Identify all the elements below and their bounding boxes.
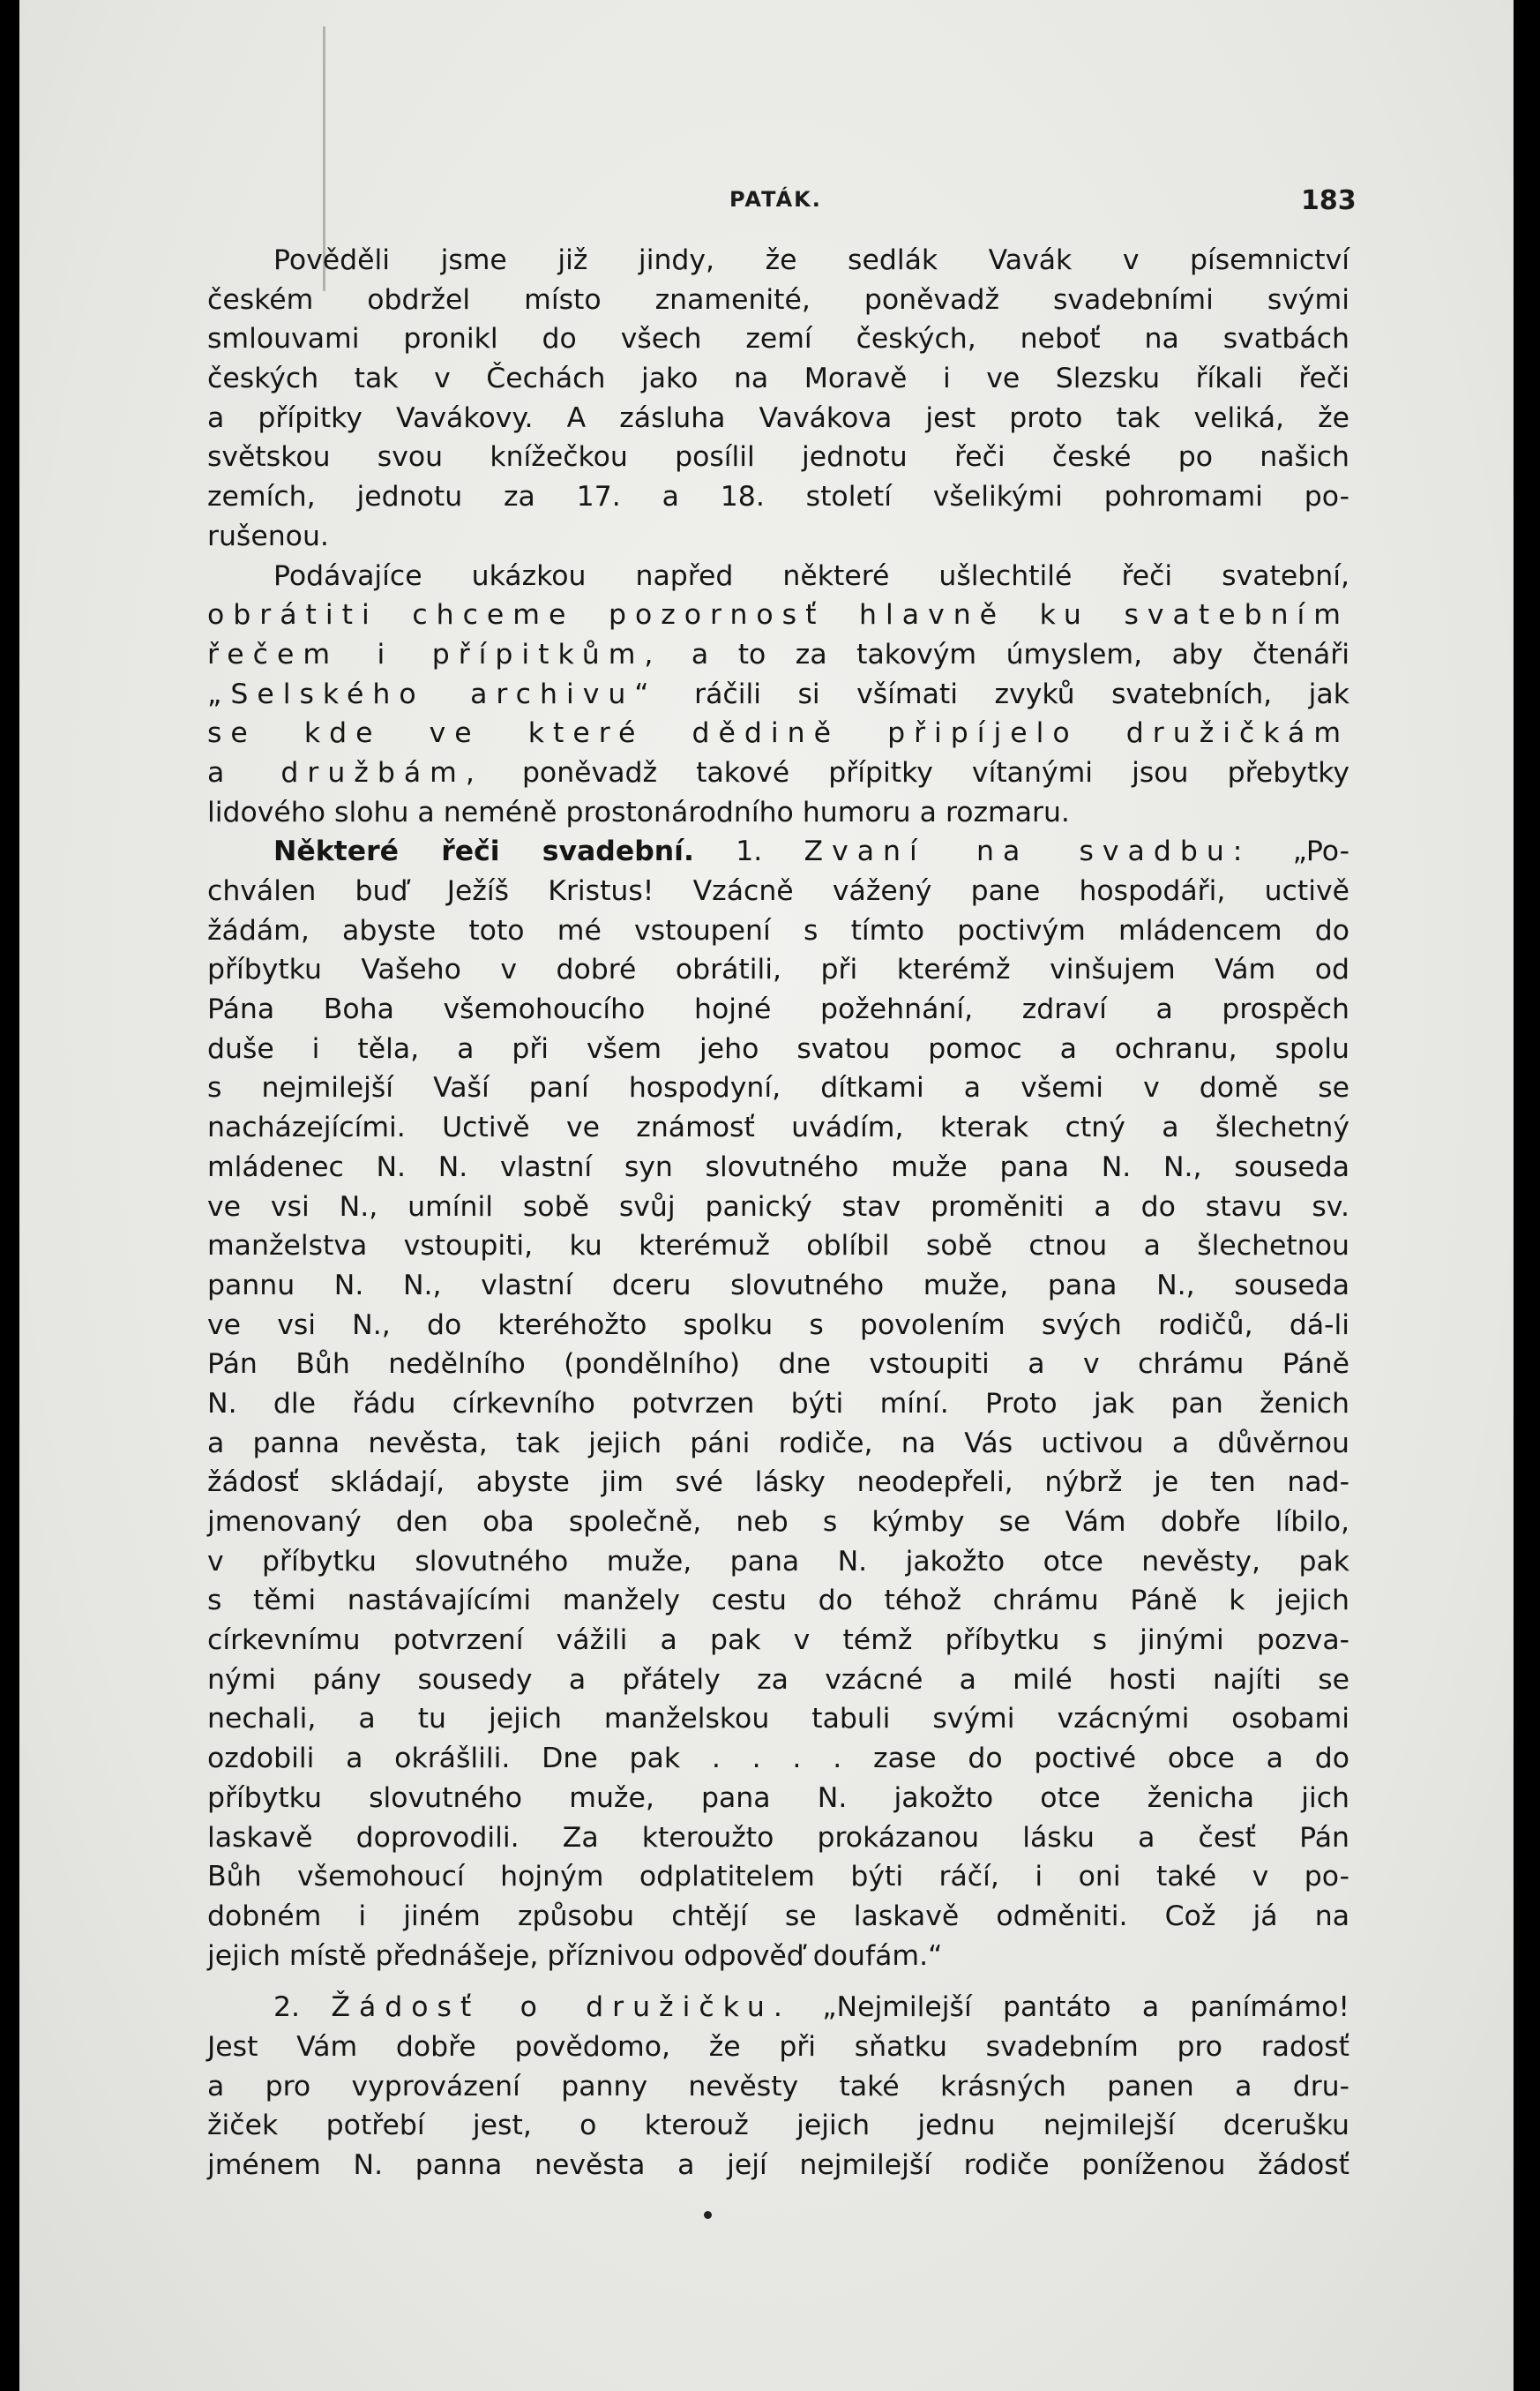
text-line: a přípitky Vavákovy. A zásluha Vavákova jest proto tak veliká, že [207, 401, 1349, 434]
text-line: N. dle řádu církevního potvrzen býti míní. Proto jak pan ženich [207, 1387, 1349, 1420]
section-number: 1. [693, 836, 804, 868]
text-line: lidového slohu a neméně prostonárodního humoru a rozmaru. [207, 796, 1070, 828]
section-heading: Některé řeči svadební. [273, 836, 694, 868]
text-line: jménem N. panna nevěsta a její nejmilejší rodiče poníženou žádosť [207, 2149, 1349, 2181]
text-line: jejich místě přednášeje, příznivou odpověď doufám.“ [207, 1939, 943, 1972]
text-line: ozdobili a okrášlili. Dne pak . . . . zase do poctivé obce a do [207, 1743, 1349, 1775]
text-line: mládenec N. N. vlastní syn slovutného muže pana N. N., souseda [207, 1151, 1349, 1183]
text-line: Pána Boha všemohoucího hojné požehnání, zdraví a prospěch [207, 993, 1349, 1026]
paragraph-gap [207, 1975, 1349, 1988]
text-line: dobném i jiném způsobu chtějí se laskavě odměniti. Což já na [207, 1900, 1349, 1932]
text-line [207, 635, 1349, 675]
section-subheading: Zvaní na svadbu: [804, 836, 1252, 868]
text-line: a panna nevěsta, tak jejich páni rodiče, na Vás uctivou a důvěrnou [207, 1427, 1349, 1459]
text-run: „Po- [1251, 836, 1349, 868]
text-line: českých tak v Čechách jako na Moravě i ve Slezsku říkali řeči [207, 363, 1349, 395]
text-line: laskavě doprovodili. Za kteroužto prokázanou lásku a česť Pán [207, 1821, 1349, 1854]
body-text [207, 241, 1349, 2185]
text-line: žádám, abyste toto mé vstoupení s tímto poctivým mládencem do [207, 914, 1349, 947]
text-line: Jest Vám dobře povědomo, že při sňatku svadebním pro radosť [207, 2030, 1349, 2063]
text-line: Pověděli jsme již jindy, že sedlák Vavák v písemnictví [273, 244, 1349, 276]
text-run: poněvadž takové přípitky vítanými jsou přebytky [482, 756, 1349, 789]
text-line: s nejmilejší Vaší paní hospodyní, dítkami a všemi v domě se [207, 1072, 1349, 1105]
spaced-phrase: „Selského archivu“ [207, 678, 658, 710]
text-line: jmenovaný den oba společně, neb s kýmby se Vám dobře líbilo, [207, 1506, 1349, 1538]
page-number: 183 [1301, 185, 1357, 216]
section-number: 2. [273, 1991, 332, 2024]
text-line: nacházejícími. Uctivě ve známosť uvádím, kterak ctný a šlechetný [207, 1112, 1349, 1144]
spaced-text-line: obrátiti chceme pozornosť hlavně ku svatebním [207, 599, 1349, 632]
text-line: církevnímu potvrzení vážili a pak v témž příbytku s jinými pozva- [207, 1624, 1349, 1657]
text-line: nými pány sousedy a přátely za vzácné a milé hosti najíti se [207, 1663, 1349, 1696]
text-line: žiček potřebí jest, o kterouž jejich jednu nejmilejší dcerušku [207, 2110, 1349, 2142]
text-run: a to za takovým úmyslem, aby čtenáři [662, 638, 1350, 671]
text-line: Podávajíce ukázkou napřed některé ušlechtilé řeči svatební, [273, 559, 1349, 592]
running-head: PATÁK. [729, 187, 822, 212]
text-line [207, 675, 1349, 715]
spaced-phrase: řečem i přípitkům, [207, 638, 662, 671]
text-line [207, 753, 1349, 793]
ink-speck [704, 2211, 712, 2219]
text-line: pannu N. N., vlastní dceru slovutného muže, pana N., souseda [207, 1269, 1349, 1301]
text-line: ve vsi N., umínil sobě svůj panický stav proměniti a do stavu sv. [207, 1190, 1349, 1223]
page-header [19, 187, 1514, 222]
text-line: nechali, a tu jejich manželskou tabuli svými vzácnými osobami [207, 1703, 1349, 1735]
text-line: žádosť skládají, abyste jim své lásky neodepřeli, nýbrž je ten nad- [207, 1466, 1349, 1499]
section-heading-line [207, 832, 1349, 872]
book-page [19, 0, 1514, 2391]
text-line: chválen buď Ježíš Kristus! Vzácně vážený pane hospodáři, uctivě [207, 875, 1349, 907]
text-run: ráčili si všímati zvyků svatebních, jak [657, 678, 1349, 710]
text-line: Bůh všemohoucí hojným odplatitelem býti ráčí, i oni také v po- [207, 1861, 1349, 1893]
text-line: duše i těla, a při všem jeho svatou pomoc a ochranu, spolu [207, 1032, 1349, 1065]
section-subheading: Žádosť o družičku. [331, 1991, 791, 2024]
text-line: příbytku Vašeho v dobré obrátili, při kterémž vinšujem Vám od [207, 954, 1349, 986]
text-line: rušenou. [207, 520, 329, 552]
text-line: ve vsi N., do kteréhožto spolku s povolením svých rodičů, dá-li [207, 1308, 1349, 1341]
text-line: a pro vyprovázení panny nevěsty také krásných panen a dru- [207, 2070, 1349, 2102]
text-line: světskou svou knížečkou posílil jednotu řeči české po našich [207, 441, 1349, 474]
text-line: manželstva vstoupiti, ku kterémuž oblíbil sobě ctnou a šlechetnou [207, 1230, 1349, 1263]
text-line: zemích, jednotu za 17. a 18. století všelikými pohromami po- [207, 481, 1349, 513]
text-line: smlouvami pronikl do všech zemí českých, neboť na svatbách [207, 323, 1349, 356]
text-line: Pán Bůh nedělního (pondělního) dne vstoupiti a v chrámu Páně [207, 1348, 1349, 1381]
spaced-text-line: se kde ve které dědině připíjelo družičkám [207, 717, 1349, 750]
text-line: v příbytku slovutného muže, pana N. jakožto otce nevěsty, pak [207, 1545, 1349, 1578]
spaced-phrase: a družbám, [207, 756, 483, 789]
text-line: českém obdržel místo znamenité, poněvadž svadebními svými [207, 283, 1349, 316]
text-run: „Nejmilejší pantáto a panímámo! [790, 1991, 1350, 2024]
text-line: s těmi nastávajícími manžely cestu do téhož chrámu Páně k jejich [207, 1585, 1349, 1617]
section-heading-line [207, 1988, 1349, 2027]
text-line: příbytku slovutného muže, pana N. jakožto otce ženicha jich [207, 1781, 1349, 1814]
